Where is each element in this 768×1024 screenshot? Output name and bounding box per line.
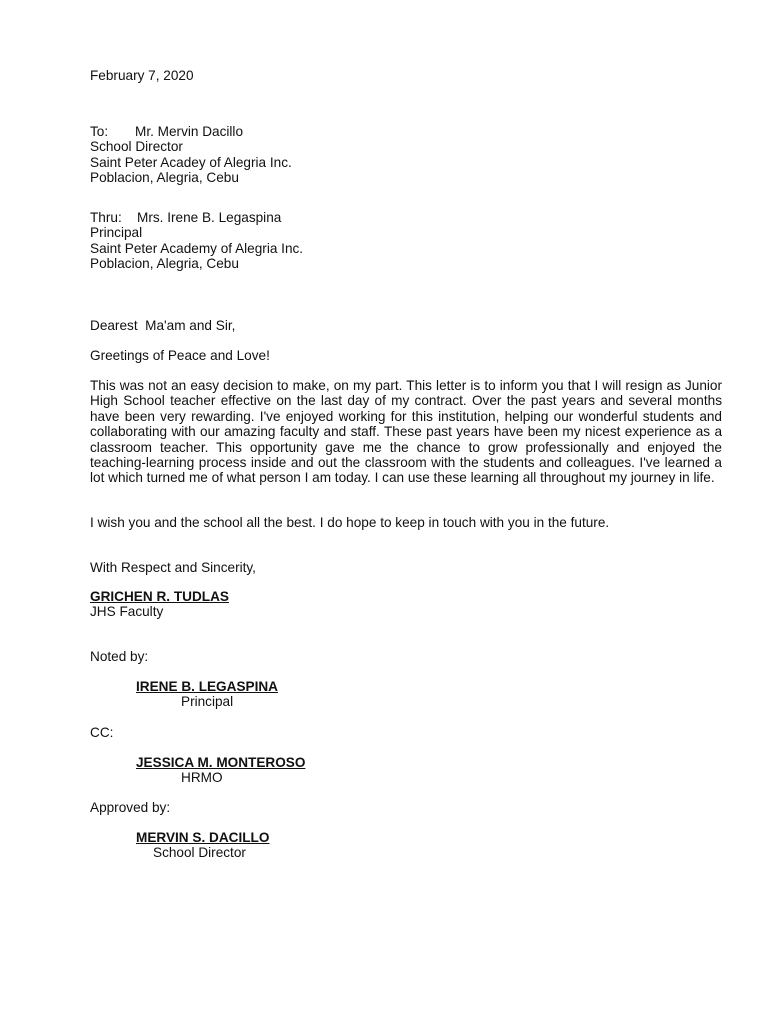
- noted-signature: [136, 679, 278, 710]
- recipient-name: Mr. Mervin Dacillo: [135, 124, 244, 139]
- noted-label-text: Noted by:: [90, 649, 149, 664]
- cc-signature: [136, 755, 305, 786]
- thru-title: Principal: [90, 225, 143, 241]
- recipient-org: Saint Peter Acadey of Alegria Inc.: [90, 154, 292, 170]
- approved-label: [90, 800, 170, 815]
- cc-label-text: CC:: [90, 725, 114, 740]
- sender-signature: [90, 589, 229, 620]
- sender-name: GRICHEN R. TUDLAS: [90, 589, 229, 604]
- approved-title: School Director: [153, 845, 246, 861]
- noted-title: Principal: [181, 694, 234, 710]
- recipient-address: Poblacion, Alegria, Cebu: [90, 170, 239, 186]
- cc-name: JESSICA M. MONTEROSO: [136, 755, 306, 770]
- thru-block: [90, 210, 303, 272]
- thru-name: Mrs. Irene B. Legaspina: [137, 210, 282, 225]
- approved-name: MERVIN S. DACILLO: [136, 830, 270, 845]
- recipient-block: [90, 124, 292, 186]
- recipient-title: School Director: [90, 139, 183, 155]
- greeting: [90, 348, 270, 363]
- closing-text: I wish you and the school all the best. I do hope to keep in touch with you in the future.: [90, 515, 610, 530]
- thru-label: Thru:: [90, 210, 122, 225]
- body-paragraph: This was not an easy decision to make, on my part. This letter is to inform you that I will resign as Junior High School teacher effective on the last day of my contract. Over the past years and several months have been very rewarding. I've enjoyed working for this institution, helping our wonderful students and collaborating with our amazing faculty and staff. These past years have been my nicest experience as a classroom teacher. This opportunity gave me the chance to grow professionally and enjoyed the teaching-learning process inside and out the classroom with the students and colleagues. I've learned a lot which turned me of what person I am today. I can use these learning all throughout my journey in life.: [90, 378, 722, 486]
- sender-title: JHS Faculty: [90, 604, 164, 620]
- to-label: To:: [90, 124, 109, 139]
- complimentary-close: [90, 560, 256, 575]
- letter-date: [90, 68, 194, 83]
- approved-signature: [136, 830, 269, 861]
- thru-name-row: [90, 210, 303, 225]
- cc-title: HRMO: [181, 770, 223, 786]
- noted-label: [90, 649, 148, 664]
- cc-label: [90, 725, 113, 740]
- salutation-text: Dearest Ma'am and Sir,: [90, 318, 236, 333]
- noted-name: IRENE B. LEGASPINA: [136, 679, 278, 694]
- thru-address: Poblacion, Alegria, Cebu: [90, 256, 239, 272]
- greeting-text: Greetings of Peace and Love!: [90, 348, 270, 363]
- closing-paragraph: [90, 515, 609, 530]
- thru-org: Saint Peter Academy of Alegria Inc.: [90, 240, 304, 256]
- recipient-name-row: [90, 124, 292, 139]
- salutation: [90, 318, 235, 333]
- complimentary-close-text: With Respect and Sincerity,: [90, 560, 256, 575]
- approved-label-text: Approved by:: [90, 800, 171, 815]
- date-text: February 7, 2020: [90, 68, 194, 83]
